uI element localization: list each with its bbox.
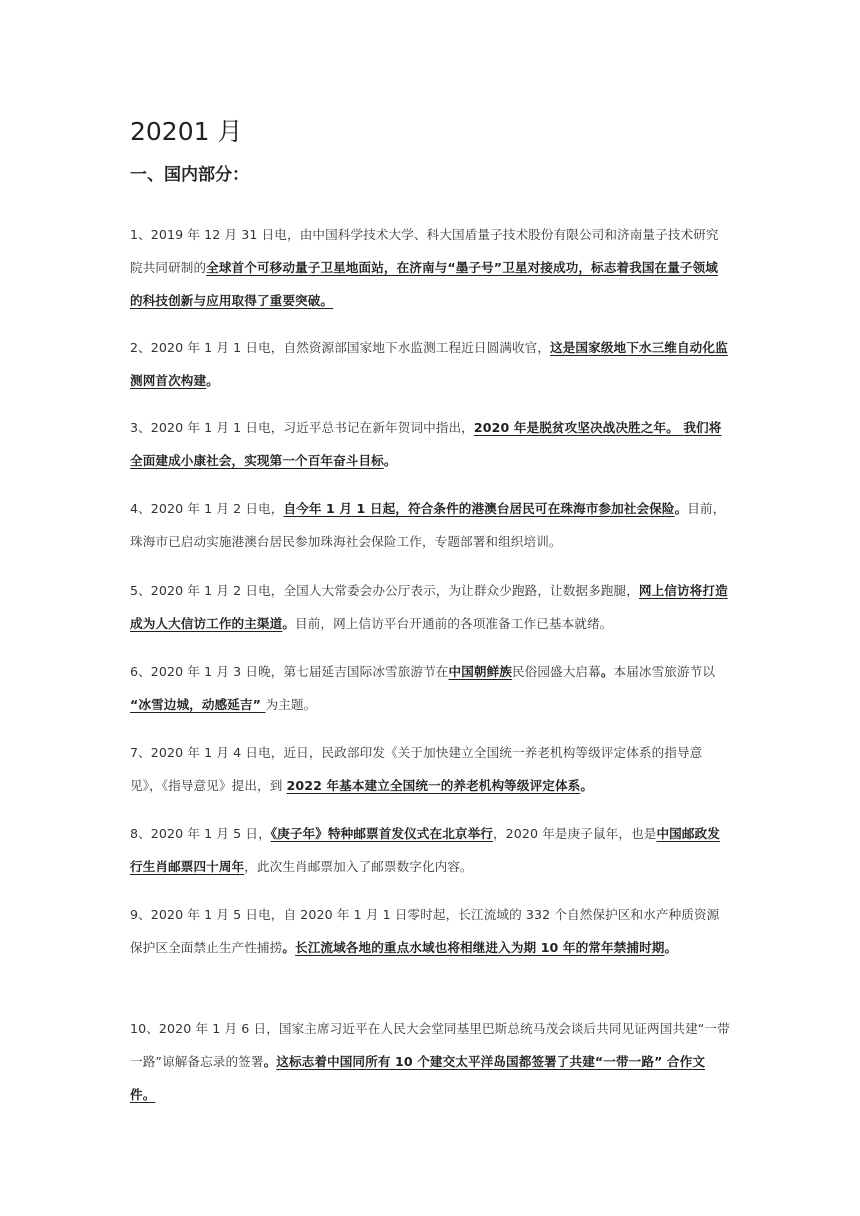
emphasis: 。 — [206, 373, 219, 388]
emphasis: 。 — [580, 778, 594, 793]
emphasis: 。 — [664, 940, 678, 955]
body-text: ，2020 年是庚子鼠年，也是 — [492, 826, 657, 841]
body-text: 1、2019 年 12 月 31 日电，由中国科学技术大学、科大国盾量子技术股份有限公司和济南量子技术研究院共同研制的 — [130, 227, 719, 275]
key-point-text: 全球首个可移动量子卫星地面站，在济南与“墨子号”卫星对接成功，标志着我国在量子领域的科技创新与应用取得了重要突破。 — [130, 260, 718, 308]
body-text: 2、2020 年 1 月 1 日电，自然资源部国家地下水监测工程近日圆满收官， — [130, 340, 551, 355]
key-point-text: 这标志着中国同所有 10 个建交太平洋岛国都签署了共建“一带一路” 合作文件。 — [130, 1054, 706, 1102]
news-item — [130, 411, 730, 477]
key-point-text: 2020 年是脱贫攻坚决战决胜之年。 — [473, 420, 684, 435]
emphasis: 。 — [282, 616, 296, 631]
key-point-text: 2022 年基本建立全国统一的养老机构等级评定体系 — [286, 778, 581, 793]
news-item — [130, 492, 730, 558]
body-text: 目前，网上信访平台开通前的各项准备工作已基本就绪。 — [295, 616, 613, 631]
emphasis: 。 — [263, 1054, 277, 1069]
section-heading: 一、国内部分： — [130, 165, 249, 185]
news-item — [130, 655, 730, 721]
news-item — [130, 817, 730, 883]
news-item — [130, 218, 730, 317]
body-text: 8、2020 年 1 月 5 日， — [130, 826, 271, 841]
page-title: 20201 月 — [130, 117, 243, 146]
body-text: 6、2020 年 1 月 3 日晚，第七届延吉国际冰雪旅游节在 — [130, 664, 449, 679]
body-text: 9、2020 年 1 月 5 日电，自 2020 年 1 月 1 日零时起，长江流域的 332 个自然保护区和水产种质资源保护区全面禁止生产性捕捞 — [130, 907, 720, 955]
emphasis: 。 — [600, 664, 614, 679]
news-item — [130, 574, 730, 640]
body-text: 7、2020 年 1 月 4 日电，近日，民政部印发《关于加快建立全国统一养老机构等级评定体系的指导意见》，《指导意见》提出，到 — [130, 745, 703, 793]
body-text: 本届冰雪旅游节以 — [613, 664, 716, 679]
news-item — [130, 1012, 730, 1111]
key-point-text: 《庚子年》特种邮票首发仪式在北京举行 — [270, 826, 493, 841]
news-item — [130, 898, 730, 964]
key-point-text: 这是国家级地下水三维自动化监测网首次构建 — [130, 340, 728, 388]
key-point-text: 自今年 1 月 1 日起，符合条件的港澳台居民可在珠海市参加社会保险 — [283, 501, 675, 516]
news-item — [130, 736, 730, 802]
body-text: 目前，珠海市已启动实施港澳台居民参加珠海社会保险工作，专题部署和组织培训。 — [130, 501, 726, 549]
emphasis: 。 — [282, 940, 296, 955]
news-item — [130, 331, 730, 397]
body-text: 10、2020 年 1 月 6 日，国家主席习近平在人民大会堂同基里巴斯总统马茂会谈后共同见证两国共建“一带一路”谅解备忘录的签署 — [130, 1021, 730, 1069]
key-point-text: 我们将全面建成小康社会，实现第一个百年奋斗目标 — [130, 420, 722, 468]
key-point-text: 中国朝鲜族 — [448, 664, 512, 679]
emphasis — [295, 940, 664, 955]
emphasis — [130, 260, 718, 308]
key-point-text: 网上信访将打造成为人大信访工作的主渠道 — [130, 583, 728, 631]
key-point-text: “冰雪边城，动感延吉” — [130, 697, 266, 712]
emphasis — [130, 697, 265, 712]
key-point-text: 长江流域各地的重点水域也将相继进入为期 10 年的常年禁捕时期 — [295, 940, 665, 955]
emphasis — [271, 826, 493, 841]
body-text: 3、2020 年 1 月 1 日电，习近平总书记在新年贺词中指出， — [130, 420, 474, 435]
emphasis — [449, 664, 512, 679]
body-text: 5、2020 年 1 月 2 日电，全国人大常委会办公厅表示，为让群众少跑路，让数据多跑腿， — [130, 583, 639, 598]
emphasis — [474, 420, 683, 435]
body-text: 民俗园盛大启幕 — [511, 664, 601, 679]
emphasis: 。 — [674, 501, 688, 516]
emphasis: 。 — [383, 453, 397, 468]
key-point-text: 中国邮政发行生肖邮票四十周年 — [130, 826, 720, 874]
body-text: 为主题。 — [265, 697, 317, 712]
emphasis — [283, 501, 674, 516]
emphasis — [287, 778, 581, 793]
body-text: ，此次生肖邮票加入了邮票数字化内容。 — [244, 859, 473, 874]
body-text: 4、2020 年 1 月 2 日电， — [130, 501, 284, 516]
